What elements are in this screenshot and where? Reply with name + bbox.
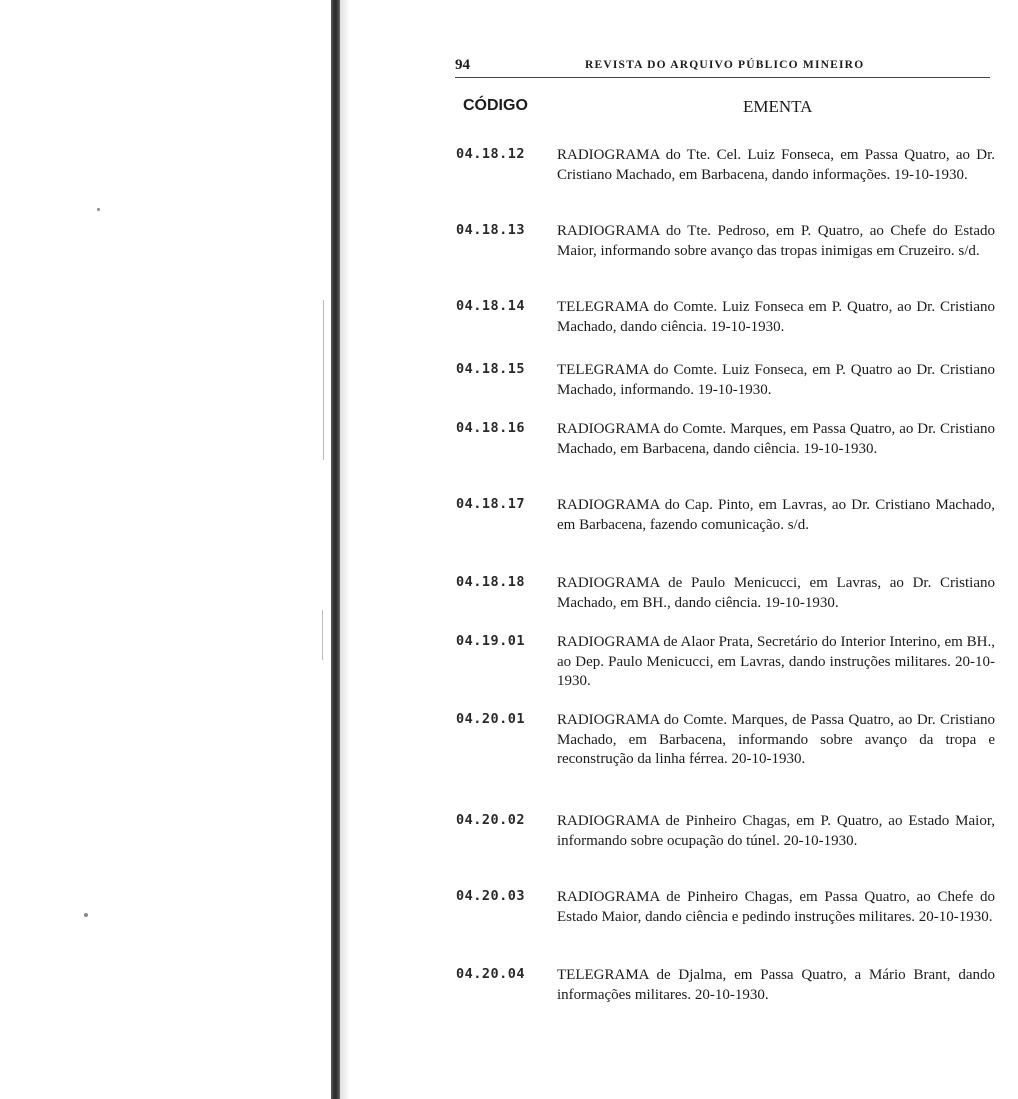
entry-code: 04.19.01: [456, 633, 526, 649]
entry-description: RADIOGRAMA de Alaor Prata, Secretário do Interior Interino, em BH., ao Dep. Paulo Menicucci, em Lavras, dando instruções militares. 20-10-1930.: [557, 634, 995, 689]
entry-code: 04.20.03: [456, 888, 526, 904]
journal-title: REVISTA DO ARQUIVO PÚBLICO MINEIRO: [585, 59, 865, 71]
bleed-through-line: [323, 300, 324, 460]
entry-description: RADIOGRAMA de Pinheiro Chagas, em P. Quatro, ao Estado Maior, informando sobre ocupação do túnel. 20-10-1930.: [557, 813, 995, 849]
entry-description: RADIOGRAMA do Cap. Pinto, em Lavras, ao Dr. Cristiano Machado, em Barbacena, fazendo comunicação. s/d.: [557, 497, 995, 533]
entry-code: 04.18.16: [456, 420, 526, 436]
entry-description: RADIOGRAMA do Comte. Marques, de Passa Quatro, ao Dr. Cristiano Machado, em Barbacena, informando sobre avanço da tropa e reconstrução da linha férrea. 20-10-1930.: [557, 712, 995, 767]
book-gutter: [331, 0, 340, 1099]
ementa-column-heading: EMENTA: [743, 97, 813, 116]
entry-description: RADIOGRAMA do Tte. Cel. Luiz Fonseca, em Passa Quatro, ao Dr. Cristiano Machado, em Barbacena, dando informações. 19-10-1930.: [557, 147, 995, 183]
entry-description: RADIOGRAMA de Pinheiro Chagas, em Passa Quatro, ao Chefe do Estado Maior, dando ciência e pedindo instruções militares. 20-10-1930.: [557, 889, 995, 925]
gutter-shadow: [340, 0, 350, 1099]
entry-description: RADIOGRAMA de Paulo Menicucci, em Lavras, ao Dr. Cristiano Machado, em BH., dando ciência. 19-10-1930.: [557, 575, 995, 611]
code-column-heading: CÓDIGO: [463, 97, 528, 114]
paper-speck: [84, 913, 88, 917]
entry-code: 04.20.02: [456, 812, 526, 828]
bleed-through-line: [322, 610, 323, 660]
page-number: 94: [455, 57, 470, 73]
entry-description: RADIOGRAMA do Comte. Marques, em Passa Quatro, ao Dr. Cristiano Machado, em Barbacena, dando ciência. 19-10-1930.: [557, 421, 995, 457]
entry-code: 04.18.14: [456, 298, 526, 314]
running-header: [455, 57, 990, 78]
entry-code: 04.18.13: [456, 222, 526, 238]
paper-speck: [97, 208, 100, 211]
entry-description: RADIOGRAMA do Tte. Pedroso, em P. Quatro, ao Chefe do Estado Maior, informando sobre avanço das tropas inimigas em Cruzeiro. s/d.: [557, 223, 995, 259]
entry-description: TELEGRAMA de Djalma, em Passa Quatro, a Mário Brant, dando informações militares. 20-10-1930.: [557, 967, 995, 1003]
entry-code: 04.20.04: [456, 966, 526, 982]
entry-code: 04.20.01: [456, 711, 526, 727]
entry-code: 04.18.12: [456, 146, 526, 162]
entry-description: TELEGRAMA do Comte. Luiz Fonseca, em P. Quatro ao Dr. Cristiano Machado, informando. 19-10-1930.: [557, 362, 995, 398]
column-headings: [450, 97, 995, 119]
entry-code: 04.18.18: [456, 574, 526, 590]
entry-code: 04.18.15: [456, 361, 526, 377]
entry-description: TELEGRAMA do Comte. Luiz Fonseca em P. Quatro, ao Dr. Cristiano Machado, dando ciência. 19-10-1930.: [557, 299, 995, 335]
entry-code: 04.18.17: [456, 496, 526, 512]
